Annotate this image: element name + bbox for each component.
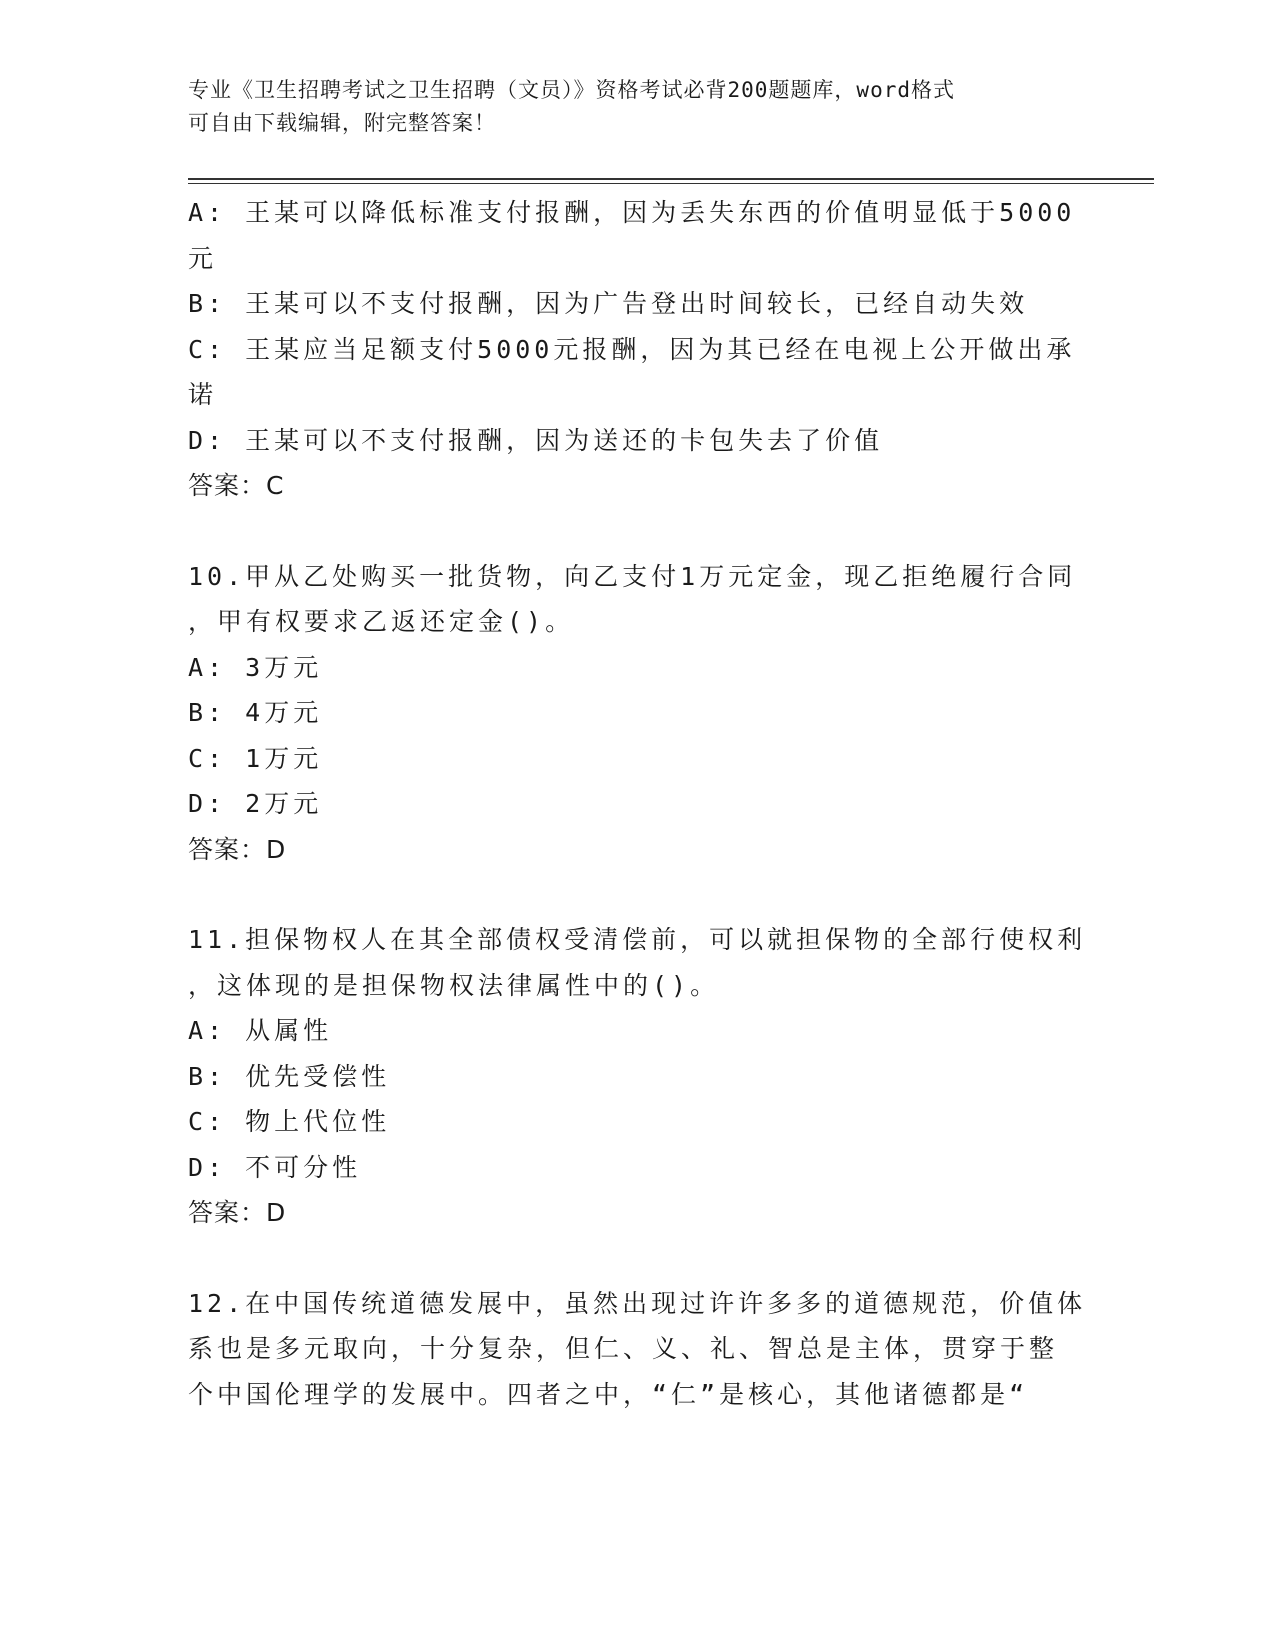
question-block-11	[188, 917, 1088, 1236]
option-b: B: 王某可以不支付报酬，因为广告登出时间较长，已经自动失效	[188, 289, 1029, 318]
option-a: A: 王某可以降低标准支付报酬，因为丢失东西的价值明显低于5000	[188, 198, 1076, 227]
header-line-2: 可自由下载编辑，附完整答案！	[188, 111, 496, 135]
question-block-9	[188, 190, 1088, 509]
header-line-1: 专业《卫生招聘考试之卫生招聘（文员）》资格考试必背200题题库，word格式	[188, 78, 955, 102]
question-stem: 10.甲从乙处购买一批货物，向乙支付1万元定金，现乙拒绝履行合同	[188, 561, 1077, 591]
option-d: D: 2万元	[188, 789, 323, 818]
answer-line: 答案：D	[188, 1198, 287, 1227]
option-a: A: 3万元	[188, 652, 323, 682]
option-b: B: 优先受偿性	[188, 1061, 391, 1091]
spacer	[188, 509, 1088, 554]
question-list	[188, 190, 1088, 1417]
option-c-continuation: 诺	[188, 380, 218, 409]
question-stem: 11.担保物权人在其全部债权受清偿前，可以就担保物的全部行使权利	[188, 925, 1087, 954]
question-stem-continuation: 个中国伦理学的发展中。四者之中，“仁”是核心，其他诸德都是“	[188, 1379, 1029, 1409]
header-divider-thin	[188, 183, 1154, 184]
option-a: A: 从属性	[188, 1016, 333, 1045]
option-c: C: 王某应当足额支付5000元报酬，因为其已经在电视上公开做出承	[188, 334, 1076, 364]
question-stem: 12.在中国传统道德发展中，虽然出现过许许多多的道德规范，价值体	[188, 1288, 1087, 1318]
document-header	[188, 74, 1068, 140]
spacer	[188, 1236, 1088, 1281]
option-d: D: 王某可以不支付报酬，因为送还的卡包失去了价值	[188, 425, 884, 455]
option-b: B: 4万元	[188, 698, 323, 727]
answer-line: 答案：C	[188, 471, 285, 500]
option-d: D: 不可分性	[188, 1152, 362, 1182]
question-stem-continuation: ，这体现的是担保物权法律属性中的()。	[188, 970, 720, 1000]
question-stem-continuation: ，甲有权要求乙返还定金()。	[188, 607, 575, 636]
option-c: C: 1万元	[188, 743, 323, 773]
question-stem-continuation: 系也是多元取向，十分复杂，但仁、义、礼、智总是主体，贯穿于整	[188, 1334, 1059, 1363]
question-block-12	[188, 1281, 1088, 1418]
option-c: C: 物上代位性	[188, 1107, 391, 1136]
option-a-continuation: 元	[188, 243, 218, 273]
spacer	[188, 872, 1088, 917]
answer-line: 答案：D	[188, 834, 287, 864]
question-block-10	[188, 554, 1088, 873]
header-divider-thick	[188, 178, 1154, 180]
